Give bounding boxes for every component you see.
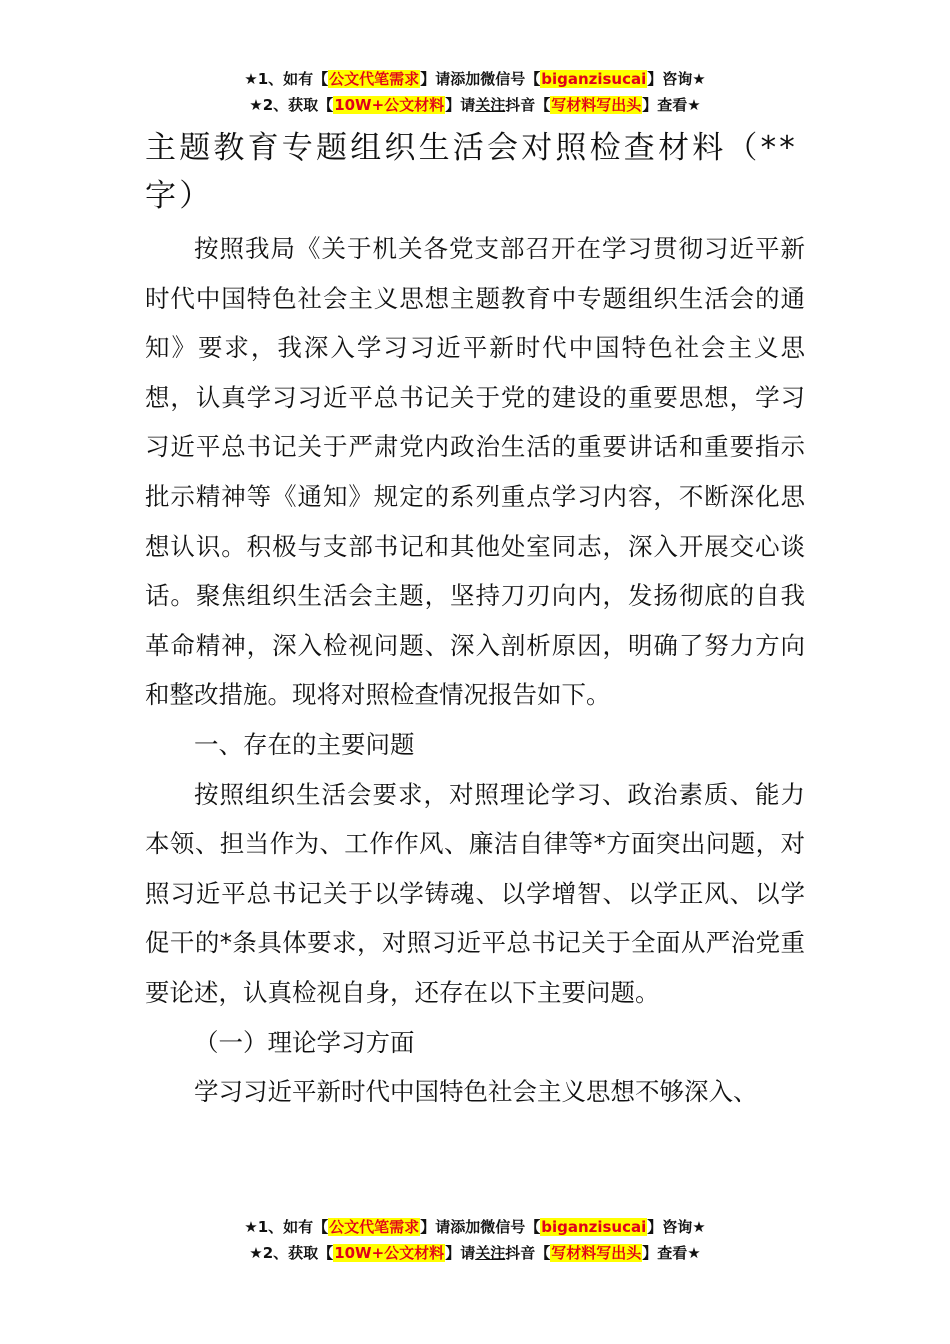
- body-paragraph: 按照组织生活会要求，对照理论学习、政治素质、能力本领、担当作为、工作作风、廉洁自律等*方面突出问题，对照习近平总书记关于以学铸魂、以学增智、以学正风、以学促干的*条具体要求，对照习近平总书记关于全面从严治党重要论述，认真检视自身，还存在以下主要问题。: [145, 779, 805, 1007]
- section-heading: 一、存在的主要问题: [194, 729, 415, 759]
- promo-text: 】咨询★: [647, 1218, 706, 1236]
- promo-text: ★1、如有【: [244, 1218, 329, 1236]
- promo-text: 】查看★: [642, 1244, 701, 1262]
- promo-underlined-text: 关注: [475, 96, 506, 114]
- promo-text: 抖音【: [505, 96, 551, 114]
- promo-line-1: [0, 1214, 950, 1240]
- body-paragraph: 按照我局《关于机关各党支部召开在学习贯彻习近平新时代中国特色社会主义思想主题教育中专题组织生活会的通知》要求，我深入学习习近平新时代中国特色社会主义思想，认真学习习近平总书记关于党的建设的重要思想，学习习近平总书记关于严肃党内政治生活的重要讲话和重要指示批示精神等《通知》规定的系列重点学习内容，不断深化思想认识。积极与支部书记和其他处室同志，深入开展交心谈话。聚焦组织生活会主题，坚持刀刃向内，发扬彻底的自我革命精神，深入检视问题、深入剖析原因，明确了努力方向和整改措施。现将对照检查情况报告如下。: [145, 234, 805, 710]
- promo-text: 】请: [445, 96, 476, 114]
- promo-underlined-text: 关注: [475, 1244, 506, 1262]
- promo-highlight: biganzisucai: [541, 70, 647, 88]
- body-paragraph: 学习习近平新时代中国特色社会主义思想不够深入、: [194, 1077, 758, 1107]
- promo-text: 】咨询★: [647, 70, 706, 88]
- promo-highlight: 公文代笔需求: [329, 1218, 420, 1236]
- promo-highlight: 写材料写出头: [551, 1244, 642, 1262]
- promo-line-1: [0, 66, 950, 92]
- promo-text: ★2、获取【: [249, 1244, 334, 1262]
- promo-text: ★1、如有【: [244, 70, 329, 88]
- promo-text: 】请添加微信号【: [420, 1218, 541, 1236]
- document-title: 主题教育专题组织生活会对照检查材料（**字）: [145, 130, 798, 214]
- promo-banner-bottom: [0, 1214, 950, 1266]
- promo-highlight: 公文代笔需求: [329, 70, 420, 88]
- promo-line-2: [0, 1240, 950, 1266]
- subsection-heading: （一）理论学习方面: [194, 1027, 415, 1057]
- promo-text: 】请添加微信号【: [420, 70, 541, 88]
- promo-text: 】查看★: [642, 96, 701, 114]
- promo-text: ★2、获取【: [249, 96, 334, 114]
- promo-text: 】请: [445, 1244, 476, 1262]
- promo-banner-top: [0, 66, 950, 118]
- promo-highlight: biganzisucai: [541, 1218, 647, 1236]
- promo-highlight: 10W+公文材料: [334, 1244, 445, 1262]
- promo-highlight: 10W+公文材料: [334, 96, 445, 114]
- document-body: [145, 224, 805, 1117]
- promo-highlight: 写材料写出头: [551, 96, 642, 114]
- promo-text: 抖音【: [505, 1244, 551, 1262]
- promo-line-2: [0, 92, 950, 118]
